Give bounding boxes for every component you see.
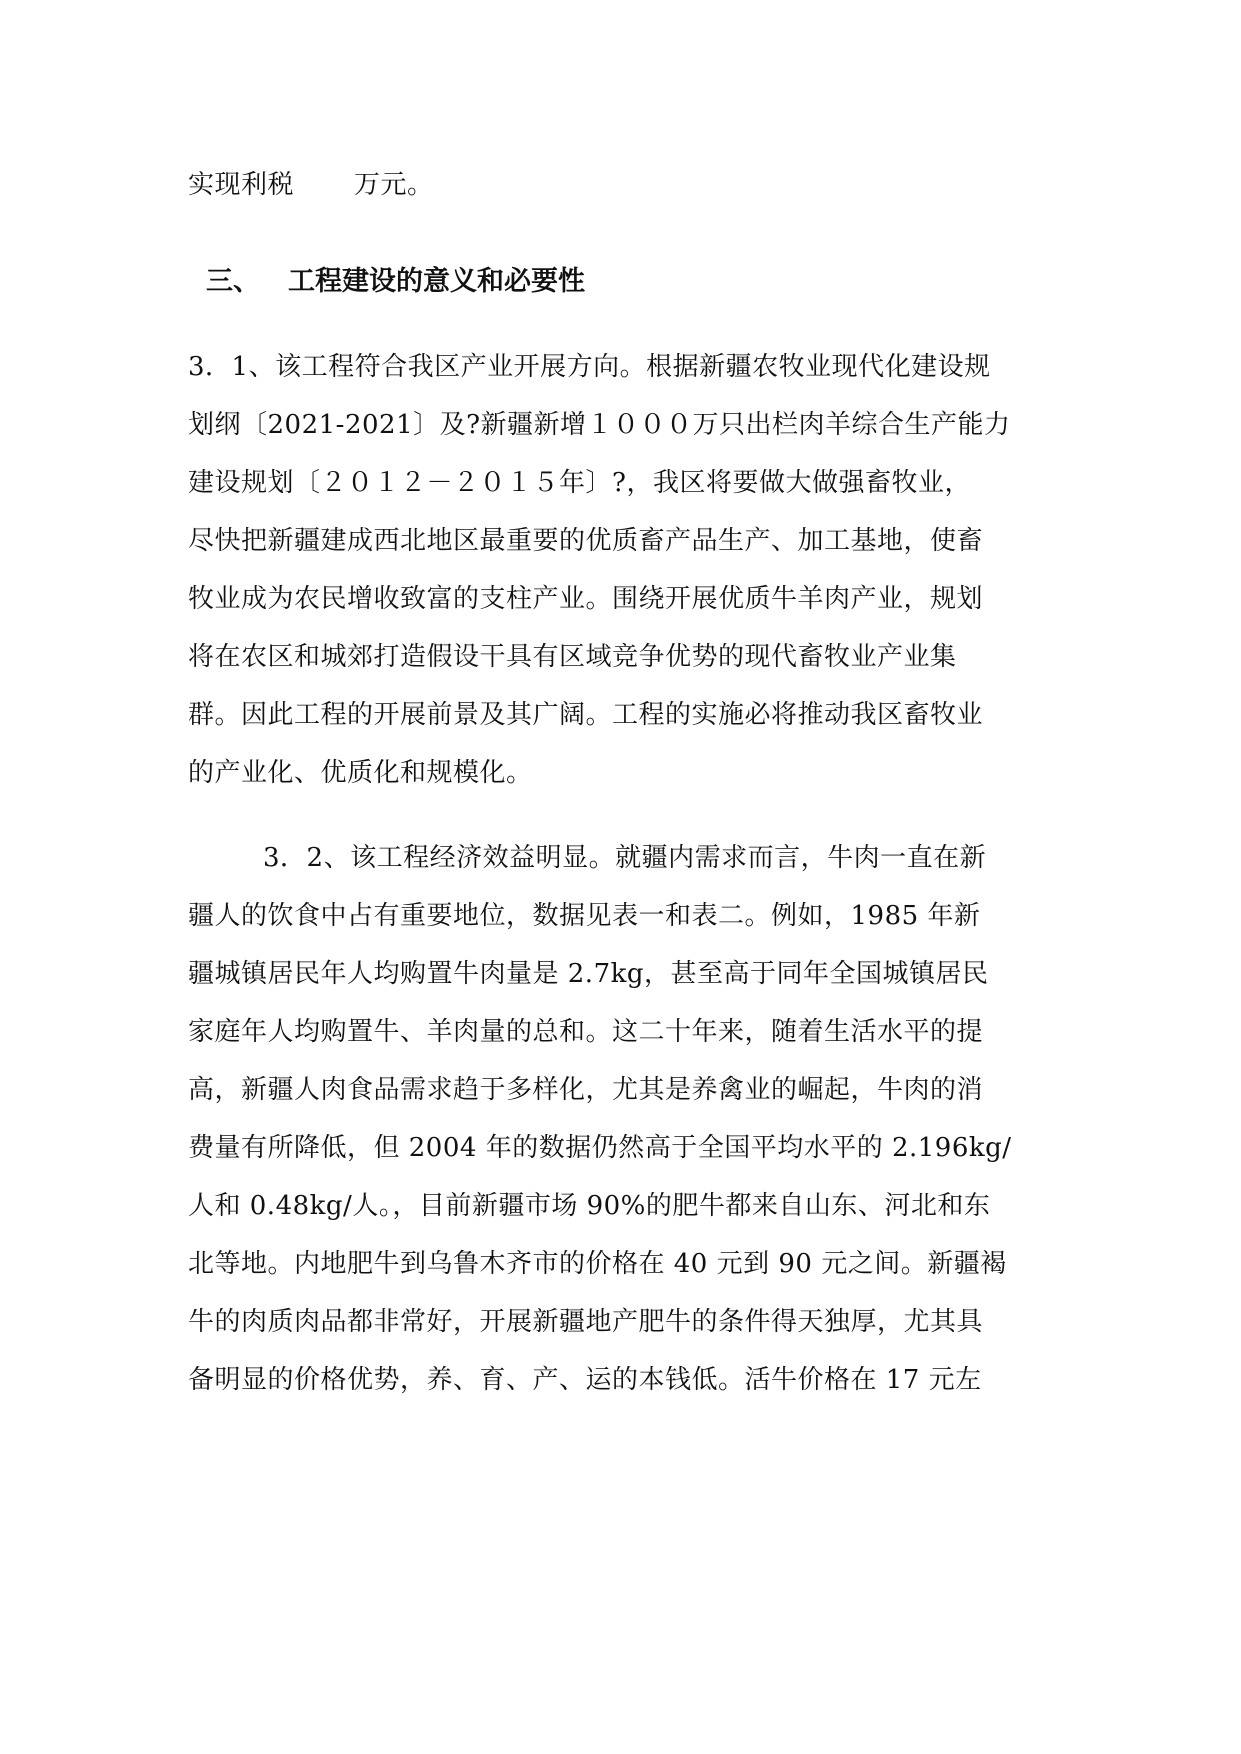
paragraph-line: 群。因此工程的开展前景及其广阔。工程的实施必将推动我区畜牧业: [188, 700, 984, 730]
paragraph-line: 备明显的价格优势，养、育、产、运的本钱低。活牛价格在 17 元左: [188, 1365, 982, 1395]
paragraph-line: 费量有所降低，但 2004 年的数据仍然高于全国平均水平的 2.196kg/: [188, 1133, 1012, 1163]
paragraph-line: 尽快把新疆建成西北地区最重要的优质畜产品生产、加工基地，使畜: [188, 526, 984, 556]
paragraph-line: 牛的肉质肉品都非常好，开展新疆地产肥牛的条件得天独厚，尤其具: [188, 1307, 984, 1337]
top-line-left: 实现利税: [188, 170, 295, 200]
paragraph-line: 3．2、该工程经济效益明显。就疆内需求而言，牛肉一直在新: [263, 843, 987, 873]
paragraph-line: 疆城镇居民年人均购置牛肉量是 2.7kg，甚至高于同年全国城镇居民: [188, 959, 989, 989]
paragraph-line: 高，新疆人肉食品需求趋于多样化，尤其是养禽业的崛起，牛肉的消: [188, 1075, 984, 1105]
top-line-right: 万元。: [354, 170, 434, 200]
paragraph-line: 人和 0.48kg/人。，目前新疆市场 90%的肥牛都来自山东、河北和东: [188, 1191, 991, 1221]
paragraph-line: 3．1、该工程符合我区产业开展方向。根据新疆农牧业现代化建设规: [188, 352, 991, 382]
paragraph-line: 北等地。内地肥牛到乌鲁木齐市的价格在 40 元到 90 元之间。新疆褐: [188, 1249, 1007, 1279]
paragraph-line: 划纲〔2021-2021〕及?新疆新增１０００万只出栏肉羊综合生产能力: [188, 410, 1011, 440]
paragraph-line: 将在农区和城郊打造假设干具有区域竞争优势的现代畜牧业产业集: [188, 642, 957, 672]
paragraph-line: 牧业成为农民增收致富的支柱产业。围绕开展优质牛羊肉产业，规划: [188, 584, 984, 614]
section-number: 三、: [206, 266, 260, 297]
paragraph-line: 的产业化、优质化和规模化。: [188, 758, 533, 788]
paragraph-line: 建设规划〔２０１２－２０１５年〕?，我区将要做大做强畜牧业，: [188, 468, 971, 498]
top-line: [188, 168, 1058, 202]
paragraph-line: 疆人的饮食中占有重要地位，数据见表一和表二。例如，1985 年新: [188, 901, 981, 931]
section-heading: [206, 265, 585, 299]
section-title: 工程建设的意义和必要性: [288, 266, 585, 297]
paragraph-line: 家庭年人均购置牛、羊肉量的总和。这二十年来，随着生活水平的提: [188, 1017, 984, 1047]
